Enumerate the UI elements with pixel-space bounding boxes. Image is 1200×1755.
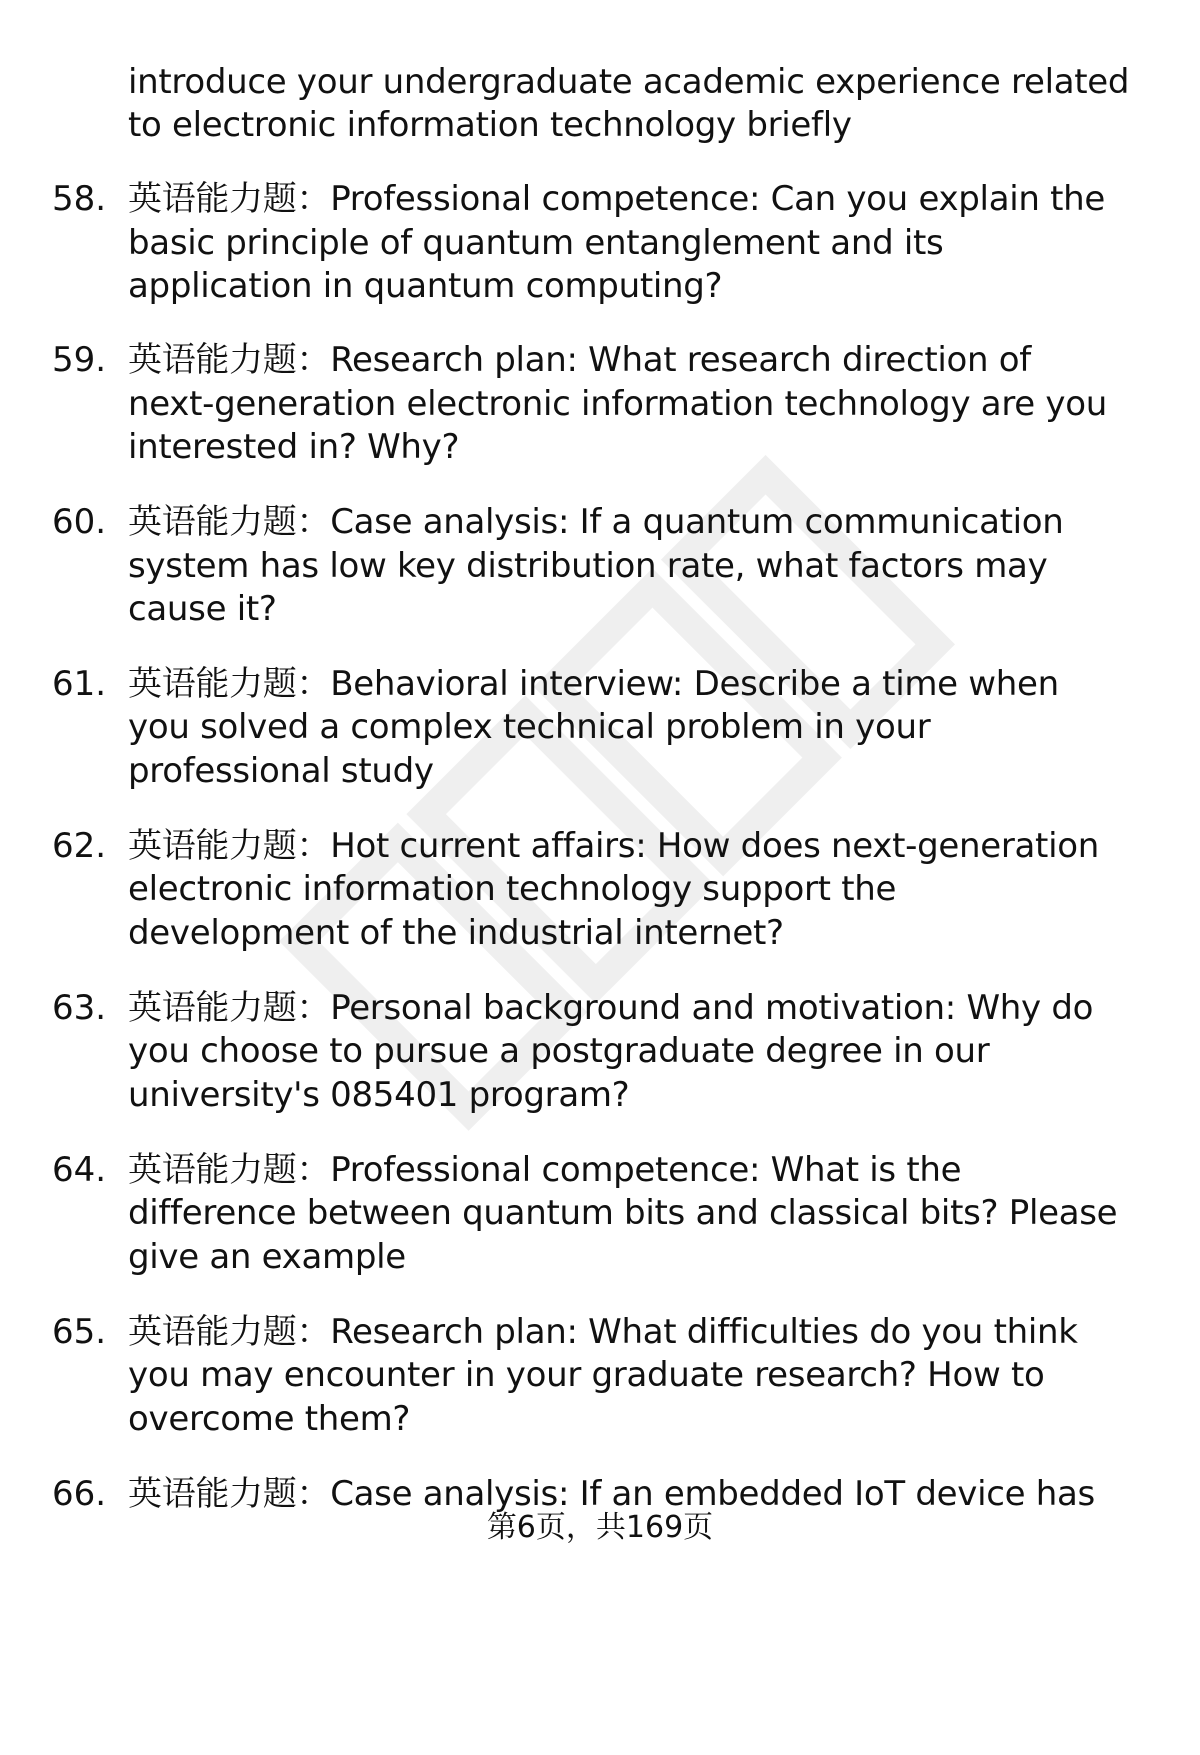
item-number: 65. [52,1312,107,1352]
item-number: 59. [52,340,107,380]
item-text-line: 英语能力题：Case analysis: If a quantum communication [128,502,1064,542]
item-text-line: 英语能力题：Professional competence: What is the [128,1150,962,1190]
item-number: 62. [52,826,107,866]
item-text-line: professional study [128,751,434,791]
item-text-line: application in quantum computing? [128,266,723,306]
item-number: 60. [52,502,107,542]
item-number: 66. [52,1474,107,1514]
page-footer: 第6页，共169页 [486,1510,714,1545]
item-text-line: university's 085401 program? [128,1075,630,1115]
item-text-line: basic principle of quantum entanglement and its [128,223,944,263]
item-text-line: 英语能力题：Professional competence: Can you explain the [128,179,1106,219]
item-text-line: development of the industrial internet? [128,913,784,953]
item-text-line: you solved a complex technical problem in your [128,707,931,747]
item-text-line: 英语能力题：Research plan: What research direction of [128,340,1031,380]
item-text-line: to electronic information technology briefly [128,105,852,145]
item-text-line: cause it? [128,589,277,629]
item-text-line: you choose to pursue a postgraduate degree in our [128,1031,990,1071]
item-text-line: next-generation electronic information technology are you [128,384,1107,424]
item-text-line: 英语能力题：Behavioral interview: Describe a time when [128,664,1059,704]
item-text-line: 英语能力题：Research plan: What difficulties do you think [128,1312,1078,1352]
item-text-line: interested in? Why? [128,427,460,467]
item-text-line: 英语能力题：Hot current affairs: How does next-generation [128,826,1099,866]
item-number: 64. [52,1150,107,1190]
item-text-line: difference between quantum bits and classical bits? Please [128,1193,1118,1233]
item-text-line: give an example [128,1237,406,1277]
item-text-line: 英语能力题：Case analysis: If an embedded IoT device has [128,1474,1095,1514]
item-number: 61. [52,664,107,704]
item-text-line: system has low key distribution rate, what factors may [128,546,1048,586]
item-number: 63. [52,988,107,1028]
item-text-line: you may encounter in your graduate research? How to [128,1355,1045,1395]
item-text-line: electronic information technology support the [128,869,897,909]
item-text-line: 英语能力题：Personal background and motivation: Why do [128,988,1094,1028]
item-text-line: introduce your undergraduate academic experience related [128,62,1130,102]
item-number: 58. [52,179,107,219]
item-text-line: overcome them? [128,1399,411,1439]
